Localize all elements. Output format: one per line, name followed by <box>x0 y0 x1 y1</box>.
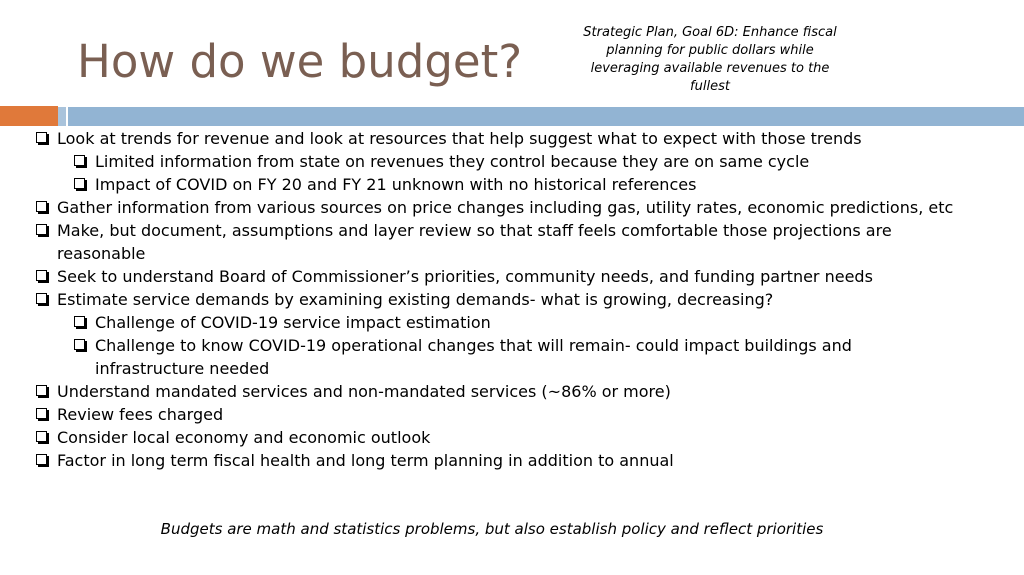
bullet-item <box>0 265 1024 288</box>
checkbox-square-icon <box>36 224 47 235</box>
checkbox-square-icon <box>36 454 47 465</box>
checkbox-square-icon <box>74 316 85 327</box>
sub-bullet-text: Challenge of COVID-19 service impact estimation <box>95 313 491 332</box>
bullet-text: Look at trends for revenue and look at resources that help suggest what to expect with those trends <box>57 129 862 148</box>
sub-bullet-item <box>0 173 1024 196</box>
accent-bar-blue <box>68 107 1024 126</box>
bullet-item <box>0 196 1024 219</box>
slide-title: How do we budget? <box>77 35 523 88</box>
accent-bar-orange <box>0 106 58 126</box>
bullet-item <box>0 380 1024 403</box>
bullet-text: Gather information from various sources on price changes including gas, utility rates, economic predictions, etc <box>57 198 954 217</box>
accent-bar-blue-small <box>58 107 66 126</box>
checkbox-square-icon <box>74 339 85 350</box>
bullet-item <box>0 403 1024 426</box>
bullet-item <box>0 426 1024 449</box>
checkbox-square-icon <box>36 132 47 143</box>
bullet-text: Make, but document, assumptions and layer review so that staff feels comfortable those projections are reasonable <box>57 221 892 263</box>
checkbox-square-icon <box>36 408 47 419</box>
bullet-text: Estimate service demands by examining existing demands- what is growing, decreasing? <box>57 290 774 309</box>
bullet-item <box>0 449 1024 472</box>
sub-bullet-text: Limited information from state on revenues they control because they are on same cycle <box>95 152 810 171</box>
bullet-item <box>0 288 1024 311</box>
checkbox-square-icon <box>74 155 85 166</box>
checkbox-square-icon <box>36 293 47 304</box>
bullet-text: Factor in long term fiscal health and long term planning in addition to annual <box>57 451 674 470</box>
sub-bullet-item <box>0 311 1024 334</box>
bullet-text: Understand mandated services and non-mandated services (~86% or more) <box>57 382 671 401</box>
sub-bullet-item <box>0 150 1024 173</box>
bullet-text: Seek to understand Board of Commissioner’s priorities, community needs, and funding partner needs <box>57 267 873 286</box>
checkbox-square-icon <box>36 431 47 442</box>
bullet-text: Consider local economy and economic outlook <box>57 428 431 447</box>
sub-bullet-text: Challenge to know COVID-19 operational changes that will remain- could impact buildings and infrastructure needed <box>95 336 852 378</box>
checkbox-square-icon <box>74 178 85 189</box>
footer-note: Budgets are math and statistics problems, but also establish policy and reflect priorities <box>160 520 824 538</box>
strategic-goal-note: Strategic Plan, Goal 6D: Enhance fiscal planning for public dollars while leveraging available revenues to the fullest <box>583 25 837 94</box>
checkbox-square-icon <box>36 201 47 212</box>
sub-bullet-text: Impact of COVID on FY 20 and FY 21 unknown with no historical references <box>95 175 697 194</box>
checkbox-square-icon <box>36 270 47 281</box>
bullet-list <box>0 127 1024 472</box>
bullet-text: Review fees charged <box>57 405 224 424</box>
bullet-item <box>0 219 1024 265</box>
checkbox-square-icon <box>36 385 47 396</box>
sub-bullet-item <box>0 334 1024 380</box>
bullet-item <box>0 127 1024 150</box>
